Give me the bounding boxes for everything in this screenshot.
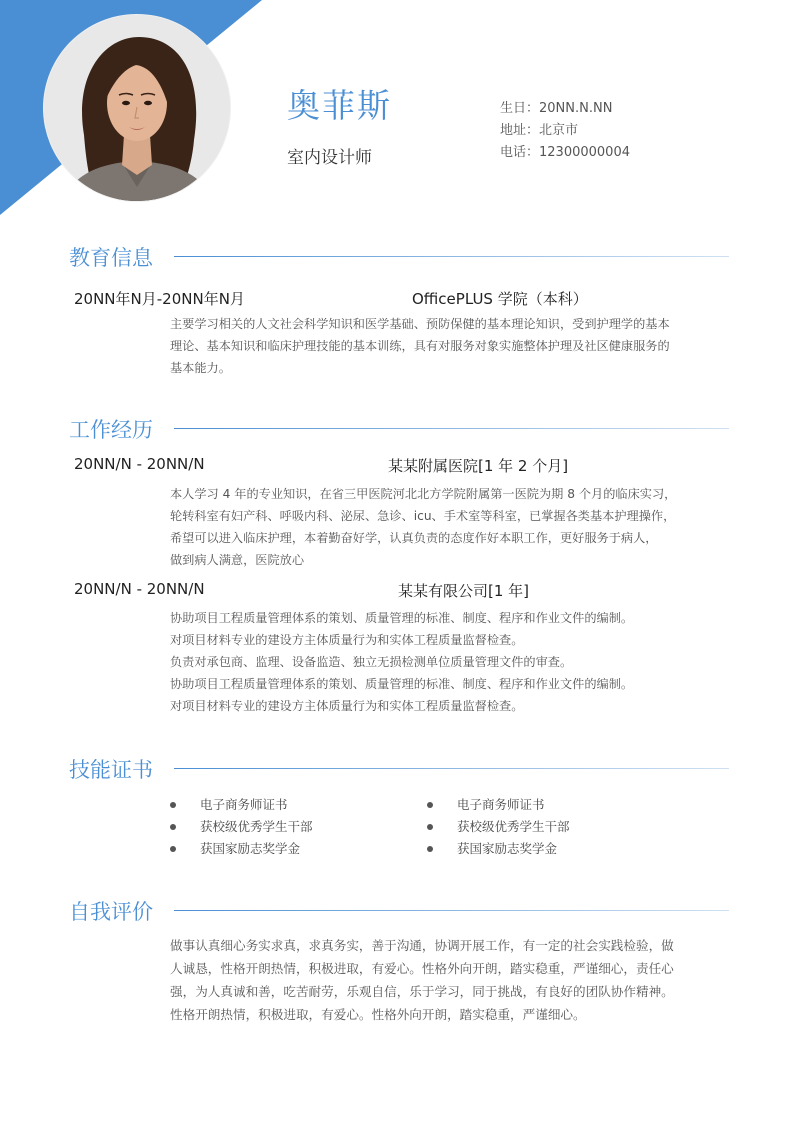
job-organization: 某某有限公司[1 年] <box>398 582 530 600</box>
section-divider <box>174 428 729 429</box>
skill-label: 获国家励志奖学金 <box>200 841 301 856</box>
section-divider <box>174 910 729 911</box>
desc-line: 希望可以进入临床护理，本着勤奋好学，认真负责的态度作好本职工作，更好服务于病人， <box>170 531 658 545</box>
skill-label: 获校级优秀学生干部 <box>200 819 313 834</box>
section-divider <box>174 768 729 769</box>
education-description <box>170 313 730 379</box>
contact-label: 生日： <box>500 101 540 116</box>
desc-line: 协助项目工程质量管理体系的策划、质量管理的标准、制度、程序和作业文件的编制。 <box>170 611 634 625</box>
contact-address <box>500 123 630 145</box>
job-period: 20NN/N - 20NN/N <box>74 580 205 598</box>
section-work-header <box>69 414 729 444</box>
contact-value: 12300000004 <box>539 145 630 160</box>
contact-value: 20NN.N.NN <box>539 101 613 116</box>
contact-birthday <box>500 101 630 123</box>
education-school: OfficePLUS 学院（本科） <box>412 290 588 308</box>
desc-line: 主要学习相关的人文社会科学知识和医学基础、预防保健的基本理论知识，受到护理学的基本 <box>170 317 670 331</box>
skill-label: 电子商务师证书 <box>200 797 288 812</box>
bullet-icon <box>427 802 433 808</box>
section-title: 自我评价 <box>69 900 153 924</box>
job-title: 室内设计师 <box>287 148 372 168</box>
contact-label: 电话： <box>500 145 540 160</box>
desc-line: 做到病人满意，医院放心 <box>170 553 305 567</box>
contact-info <box>500 101 630 167</box>
job-description <box>170 483 730 571</box>
skill-item <box>170 816 313 838</box>
candidate-name: 奥菲斯 <box>287 86 392 125</box>
desc-line: 理论、基本知识和临床护理技能的基本训练，具有对服务对象实施整体护理及社区健康服务的 <box>170 339 670 353</box>
section-title: 技能证书 <box>69 758 153 782</box>
bullet-icon <box>170 802 176 808</box>
desc-line: 对项目材料专业的建设方主体质量行为和实体工程质量监督检查。 <box>170 633 524 647</box>
bullet-icon <box>427 846 433 852</box>
skill-label: 获国家励志奖学金 <box>457 841 558 856</box>
desc-line: 本人学习 4 年的专业知识，在省三甲医院河北北方学院附属第一医院为期 8 个月的临床实习， <box>170 487 677 501</box>
skill-item <box>170 794 313 816</box>
section-skills-header <box>69 754 729 784</box>
education-period: 20NN年N月-20NN年N月 <box>74 290 245 308</box>
section-divider <box>174 256 729 257</box>
skills-column-left <box>170 794 313 860</box>
desc-line: 做事认真细心务实求真，求真务实，善于沟通，协调开展工作，有一定的社会实践检验，做 <box>170 938 674 953</box>
skill-item <box>427 816 570 838</box>
section-title: 工作经历 <box>69 418 153 442</box>
skills-column-right <box>427 794 570 860</box>
skill-label: 电子商务师证书 <box>457 797 545 812</box>
desc-line: 人诚恳，性格开朗热情，积极进取，有爱心。性格外向开朗，踏实稳重，严谨细心，责任心 <box>170 961 674 976</box>
job-period: 20NN/N - 20NN/N <box>74 455 205 473</box>
bullet-icon <box>427 824 433 830</box>
portrait-photo <box>44 15 230 201</box>
section-education-header <box>69 242 729 272</box>
desc-line: 基本能力。 <box>170 361 231 375</box>
desc-line: 性格开朗热情，积极进取，有爱心。性格外向开朗，踏实稳重，严谨细心。 <box>170 1007 586 1022</box>
job-organization: 某某附属医院[1 年 2 个月] <box>388 457 569 475</box>
desc-line: 强，为人真诚和善，吃苦耐劳，乐观自信，乐于学习，同于挑战，有良好的团队协作精神。 <box>170 984 674 999</box>
bullet-icon <box>170 824 176 830</box>
job-description <box>170 607 730 717</box>
self-eval-description <box>170 934 730 1026</box>
section-self-eval-header <box>69 896 729 926</box>
desc-line: 协助项目工程质量管理体系的策划、质量管理的标准、制度、程序和作业文件的编制。 <box>170 677 634 691</box>
section-title: 教育信息 <box>69 246 153 270</box>
bullet-icon <box>170 846 176 852</box>
skill-item <box>427 794 570 816</box>
contact-value: 北京市 <box>539 123 579 138</box>
desc-line: 对项目材料专业的建设方主体质量行为和实体工程质量监督检查。 <box>170 699 524 713</box>
contact-label: 地址： <box>500 123 540 138</box>
skill-item <box>427 838 570 860</box>
skill-item <box>170 838 313 860</box>
desc-line: 负责对承包商、监理、设备监造、独立无损检测单位质量管理文件的审查。 <box>170 655 573 669</box>
skill-label: 获校级优秀学生干部 <box>457 819 570 834</box>
contact-phone <box>500 145 630 167</box>
desc-line: 轮转科室有妇产科、呼吸内科、泌尿、急诊、icu、手术室等科室，已掌握各类基本护理操作， <box>170 509 676 523</box>
